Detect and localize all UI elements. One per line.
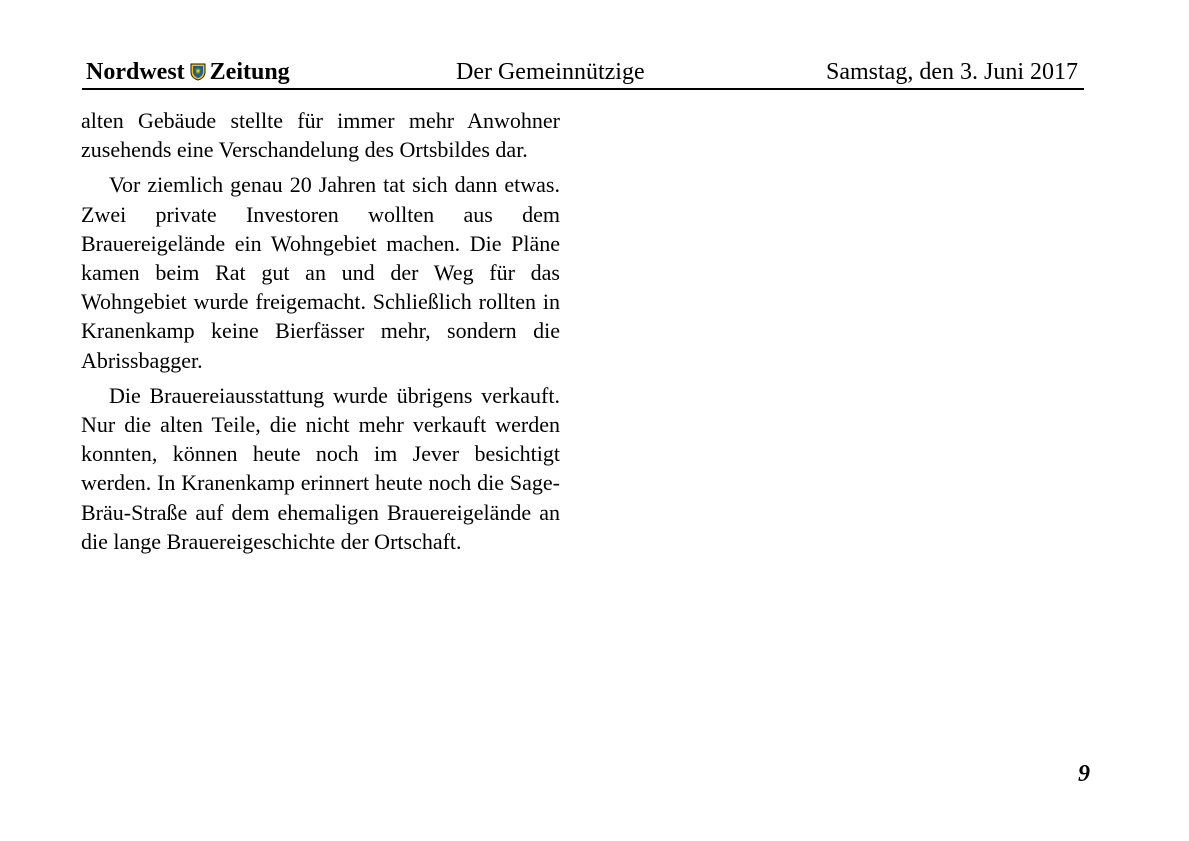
newspaper-masthead bbox=[86, 58, 290, 86]
article-column bbox=[81, 106, 560, 562]
page-number: 9 bbox=[1078, 761, 1090, 787]
coat-of-arms-icon bbox=[190, 63, 206, 81]
masthead-right-word: Zeitung bbox=[209, 59, 290, 85]
article-paragraph: alten Gebäude stellte für immer mehr Anwohner zusehends eine Verschandelung des Ortsbildes dar. bbox=[81, 108, 560, 163]
article-paragraph: Vor ziemlich genau 20 Jahren tat sich dann etwas. Zwei private Investoren wollten aus dem Brauereigelände ein Wohngebiet machen. Die Pläne kamen beim Rat gut an und der Weg für das Wohngebiet wurde freigemacht. Schließlich rollten in Kranenkamp keine Bierfässer mehr, sondern die Abrissbagger. bbox=[81, 172, 560, 373]
masthead-left-word: Nordwest bbox=[86, 59, 185, 85]
article-paragraph: Die Brauereiausstattung wurde übrigens verkauft. Nur die alten Teile, die nicht mehr verkauft werden konnten, können heute noch im Jever besichtigt werden. In Kranenkamp erinnert heute noch die Sage-Bräu-Straße auf dem ehemaligen Brauereigelände an die lange Brauereigeschichte der Ortschaft. bbox=[81, 382, 560, 554]
issue-date: Samstag, den 3. Juni 2017 bbox=[826, 59, 1078, 85]
section-title: Der Gemeinnützige bbox=[456, 59, 645, 85]
page-header bbox=[82, 58, 1084, 90]
